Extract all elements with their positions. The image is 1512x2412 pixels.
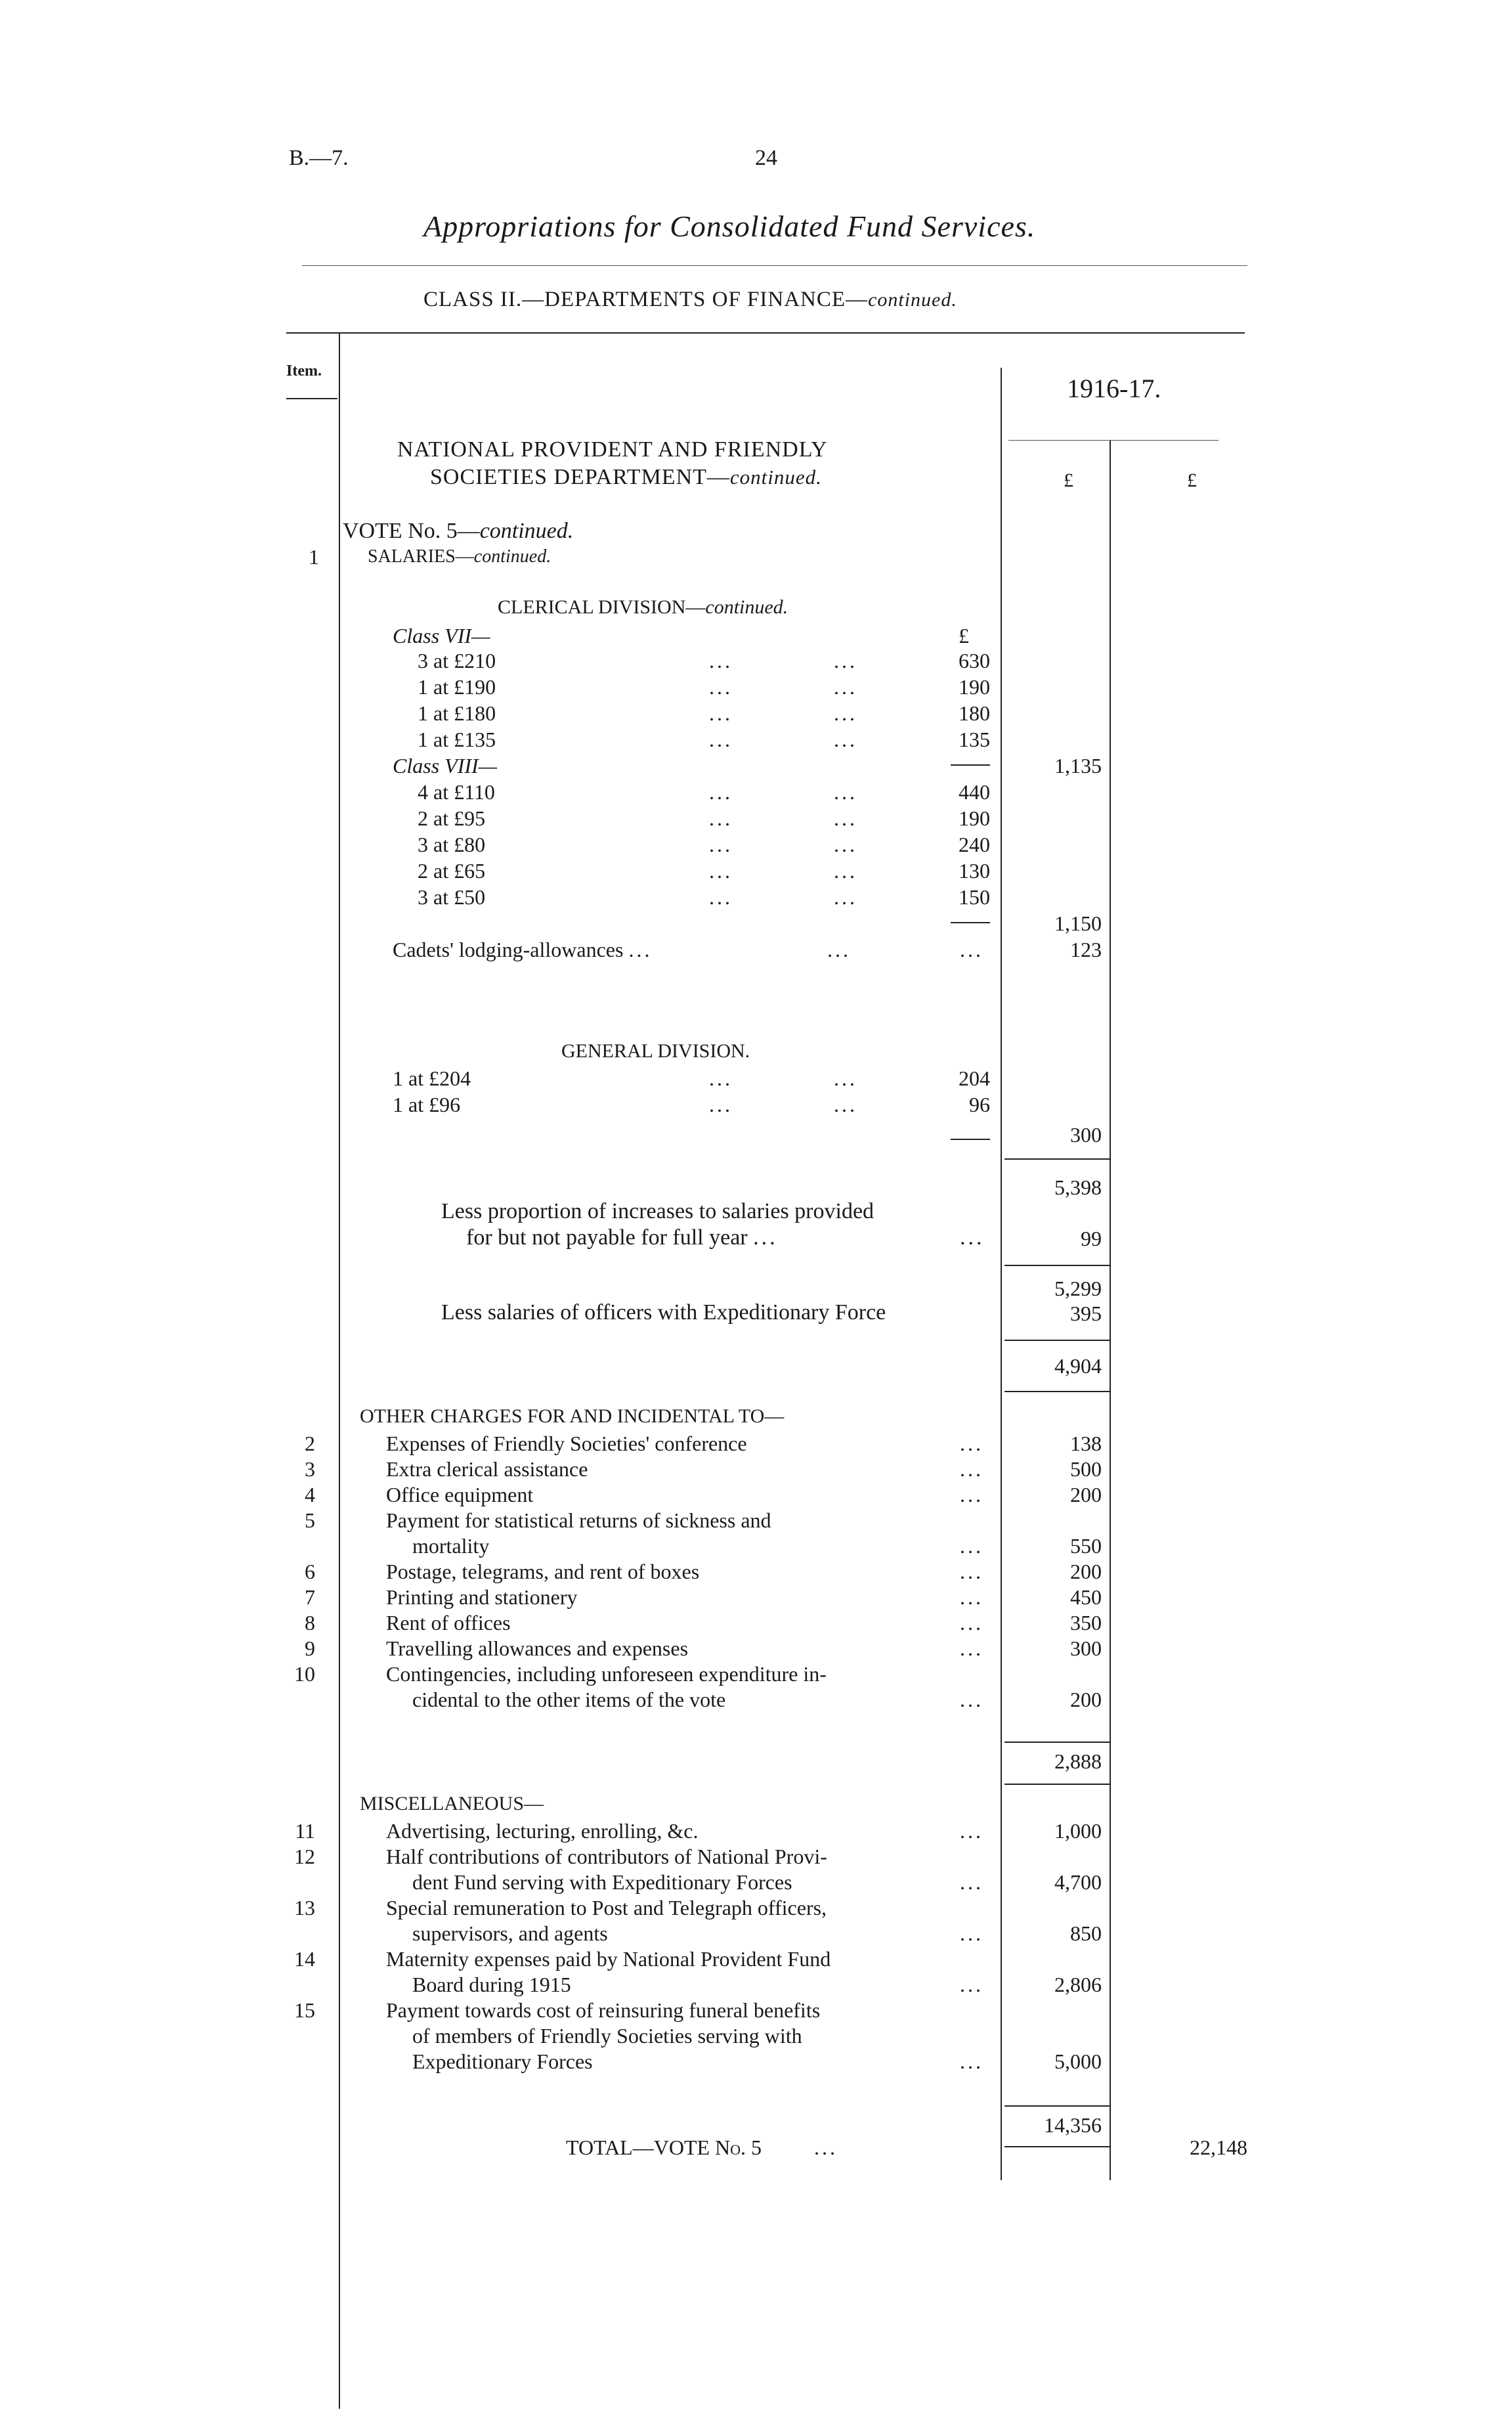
salary-row-label: 4 at £110 <box>418 780 495 804</box>
page-number: 24 <box>755 146 777 170</box>
other-charges-total: 2,888 <box>1054 1749 1102 1773</box>
item-number: 14 <box>294 1947 315 1971</box>
clerical-division-heading: CLERICAL DIVISION—continued. <box>498 596 788 618</box>
less-proportion-amount: 99 <box>1081 1227 1102 1250</box>
salary-row-label: 1 at £135 <box>418 728 496 751</box>
cadets-allowances-amount: 123 <box>1070 938 1102 961</box>
leader-dots: ... <box>709 780 733 804</box>
salary-row-amount: 190 <box>959 806 990 830</box>
leader-dots: ... <box>960 1560 983 1583</box>
item-amount: 2,806 <box>1054 1973 1102 1996</box>
leader-dots: ... <box>834 1066 857 1090</box>
item-description: Printing and stationery <box>386 1585 578 1609</box>
leader-dots: ... <box>709 649 733 672</box>
item-number: 4 <box>305 1483 315 1506</box>
salary-row-amount: 240 <box>959 833 990 856</box>
leader-dots: ... <box>960 1457 983 1481</box>
leader-dots: ... <box>709 701 733 725</box>
less-proportion-line2: for but not payable for full year ... <box>466 1225 778 1250</box>
salaries-subtotal: 5,398 <box>1054 1175 1102 1199</box>
cadets-dots-2: ... <box>960 938 983 961</box>
pound-sign: £ <box>959 624 969 647</box>
item-description: mortality <box>412 1534 490 1558</box>
leader-dots: ... <box>709 1093 733 1116</box>
item-description: Office equipment <box>386 1483 534 1506</box>
salary-row-amount: 96 <box>969 1093 990 1116</box>
general-sum-rule <box>951 1139 990 1140</box>
cadets-allowances-label: Cadets' lodging-allowances ... <box>393 938 653 961</box>
salary-row-amount: 130 <box>959 859 990 883</box>
salary-row-label: 1 at £180 <box>418 701 496 725</box>
leader-dots: ... <box>709 859 733 883</box>
misc-bottom-rule <box>1004 2146 1110 2147</box>
currency-column-2: £ <box>1187 470 1197 491</box>
leader-dots: ... <box>709 675 733 699</box>
leader-dots: ... <box>834 1093 857 1116</box>
document-reference: B.—7. <box>289 146 349 170</box>
item-description: Half contributions of contributors of National Provi- <box>386 1845 827 1868</box>
item-column-header: Item. <box>286 362 322 380</box>
item-amount: 300 <box>1070 1636 1102 1660</box>
leader-dots: ... <box>960 1921 983 1945</box>
leader-dots: ... <box>960 1483 983 1506</box>
item-amount: 450 <box>1070 1585 1102 1609</box>
item-amount: 1,000 <box>1054 1819 1102 1843</box>
class-viii-total: 1,150 <box>1054 911 1102 935</box>
leader-dots: ... <box>834 806 857 830</box>
cadets-dots: ... <box>827 938 851 961</box>
leader-dots: ... <box>834 701 857 725</box>
salaries-net-total: 4,904 <box>1054 1354 1102 1378</box>
item-number: 5 <box>305 1508 315 1532</box>
item-description: Board during 1915 <box>412 1973 571 1996</box>
table-top-rule <box>286 332 1245 334</box>
item-column-border <box>339 334 340 2409</box>
miscellaneous-total: 14,356 <box>1044 2113 1102 2137</box>
item-amount: 350 <box>1070 1611 1102 1634</box>
item-amount: 200 <box>1070 1483 1102 1506</box>
leader-dots: ... <box>960 2050 983 2073</box>
salary-row-amount: 190 <box>959 675 990 699</box>
item-amount: 500 <box>1070 1457 1102 1481</box>
item-number: 11 <box>295 1819 315 1843</box>
currency-column-1: £ <box>1064 470 1073 491</box>
other-charges-rule <box>1004 1742 1110 1743</box>
item-number: 13 <box>294 1896 315 1919</box>
salary-row-amount: 440 <box>959 780 990 804</box>
salary-row-label: 3 at £50 <box>418 885 486 909</box>
item-description: cidental to the other items of the vote <box>412 1688 726 1711</box>
leader-dots: ... <box>709 728 733 751</box>
item-number: 9 <box>305 1636 315 1660</box>
year-header-rule <box>1008 440 1219 441</box>
item-description: supervisors, and agents <box>412 1921 608 1945</box>
leader-dots: ... <box>709 833 733 856</box>
leader-dots: ... <box>834 728 857 751</box>
item-number: 12 <box>294 1845 315 1868</box>
leader-dots: ... <box>960 1688 983 1711</box>
leader-dots: ... <box>960 1534 983 1558</box>
leader-dots: ... <box>709 1066 733 1090</box>
leader-dots: ... <box>834 649 857 672</box>
other-charges-bottom-rule <box>1004 1784 1110 1785</box>
salary-row-label: 1 at £96 <box>393 1093 461 1116</box>
item-amount: 850 <box>1070 1921 1102 1945</box>
leader-dots: ... <box>834 675 857 699</box>
subtotal-rule-2 <box>1004 1265 1110 1266</box>
leader-dots: ... <box>960 1973 983 1996</box>
item-amount: 138 <box>1070 1432 1102 1455</box>
item-description: Expenses of Friendly Societies' conference <box>386 1432 747 1455</box>
page-title: Appropriations for Consolidated Fund Services. <box>423 209 1036 243</box>
item-amount: 200 <box>1070 1560 1102 1583</box>
amount-column-border-left <box>1001 368 1002 2180</box>
salary-row-label: 3 at £80 <box>418 833 486 856</box>
leader-dots: ... <box>834 833 857 856</box>
year-column-header: 1916-17. <box>1067 374 1161 403</box>
salary-row-label: 2 at £65 <box>418 859 486 883</box>
subtotal-rule-1 <box>1004 1158 1110 1160</box>
item-description: Payment towards cost of reinsuring funeral benefits <box>386 1998 821 2022</box>
leader-dots: ... <box>834 885 857 909</box>
item-description: Special remuneration to Post and Telegraph officers, <box>386 1896 827 1919</box>
leader-dots: ... <box>709 806 733 830</box>
item-number: 2 <box>305 1432 315 1455</box>
item-header-rule <box>286 398 337 399</box>
item-description: Expeditionary Forces <box>412 2050 593 2073</box>
item-description: of members of Friendly Societies serving with <box>412 2024 802 2048</box>
other-charges-heading: OTHER CHARGES FOR AND INCIDENTAL TO— <box>360 1405 785 1427</box>
leader-dots: ... <box>960 1611 983 1634</box>
grand-total-amount: 22,148 <box>1190 2136 1247 2159</box>
general-division-total: 300 <box>1070 1123 1102 1147</box>
leader-dots: ... <box>960 1432 983 1455</box>
leader-dots: ... <box>709 885 733 909</box>
salaries-subtotal-2: 5,299 <box>1054 1277 1102 1300</box>
item-description: Postage, telegrams, and rent of boxes <box>386 1560 700 1583</box>
item-number: 1 <box>309 545 319 569</box>
item-description: Advertising, lecturing, enrolling, &c. <box>386 1819 699 1843</box>
leader-dots: ... <box>960 1585 983 1609</box>
less-proportion-line1: Less proportion of increases to salaries provided <box>441 1199 875 1223</box>
less-expeditionary-label: Less salaries of officers with Expeditionary Force <box>441 1300 886 1325</box>
item-number: 10 <box>294 1662 315 1686</box>
leader-dots: ... <box>834 859 857 883</box>
item-description: Contingencies, including unforeseen expenditure in- <box>386 1662 827 1686</box>
less-proportion-dots: ... <box>960 1225 985 1250</box>
class-viii-label: Class VIII— <box>393 754 498 778</box>
salary-row-label: 1 at £190 <box>418 675 496 699</box>
leader-dots: ... <box>960 1870 983 1894</box>
item-description: Rent of offices <box>386 1611 511 1634</box>
item-amount: 5,000 <box>1054 2050 1102 2073</box>
item-description: Payment for statistical returns of sickness and <box>386 1508 771 1532</box>
salary-row-amount: 630 <box>959 649 990 672</box>
department-title-line2: SOCIETIES DEPARTMENT—continued. <box>430 465 822 489</box>
salaries-heading: SALARIES—continued. <box>368 546 551 567</box>
salary-row-amount: 204 <box>959 1066 990 1090</box>
salary-row-label: 3 at £210 <box>418 649 496 672</box>
subtotal-rule-4 <box>1004 1391 1110 1392</box>
item-description: Travelling allowances and expenses <box>386 1636 689 1660</box>
class-vii-label: Class VII— <box>393 624 490 647</box>
item-amount: 4,700 <box>1054 1870 1102 1894</box>
salary-row-label: 1 at £204 <box>393 1066 471 1090</box>
class-vii-sum-rule <box>951 764 990 766</box>
misc-rule <box>1004 2105 1110 2107</box>
salary-row-amount: 135 <box>959 728 990 751</box>
less-expeditionary-amount: 395 <box>1070 1302 1102 1325</box>
subtotal-rule-3 <box>1004 1340 1110 1341</box>
item-description: Maternity expenses paid by National Provident Fund <box>386 1947 831 1971</box>
leader-dots: ... <box>960 1819 983 1843</box>
item-description: dent Fund serving with Expeditionary Forces <box>412 1870 792 1894</box>
salary-row-amount: 150 <box>959 885 990 909</box>
item-number: 3 <box>305 1457 315 1481</box>
item-number: 6 <box>305 1560 315 1583</box>
item-number: 7 <box>305 1585 315 1609</box>
item-number: 8 <box>305 1611 315 1634</box>
class-heading: CLASS II.—DEPARTMENTS OF FINANCE—continued. <box>423 288 957 311</box>
salary-row-amount: 180 <box>959 701 990 725</box>
class-viii-sum-rule <box>951 922 990 923</box>
amount-column-border-right <box>1110 440 1111 2180</box>
salary-row-label: 2 at £95 <box>418 806 486 830</box>
item-amount: 550 <box>1070 1534 1102 1558</box>
item-amount: 200 <box>1070 1688 1102 1711</box>
class-vii-total: 1,135 <box>1054 754 1102 778</box>
title-rule <box>302 265 1247 266</box>
leader-dots: ... <box>834 780 857 804</box>
grand-total-dots: ... <box>814 2136 838 2159</box>
grand-total-label: TOTAL—VOTE No. 5 <box>566 2136 762 2159</box>
vote-label: VOTE No. 5—continued. <box>343 519 574 543</box>
leader-dots: ... <box>960 1636 983 1660</box>
department-title-line1: NATIONAL PROVIDENT AND FRIENDLY <box>397 437 828 462</box>
item-number: 15 <box>294 1998 315 2022</box>
item-description: Extra clerical assistance <box>386 1457 588 1481</box>
miscellaneous-heading: MISCELLANEOUS— <box>360 1793 544 1814</box>
general-division-heading: GENERAL DIVISION. <box>561 1040 750 1062</box>
